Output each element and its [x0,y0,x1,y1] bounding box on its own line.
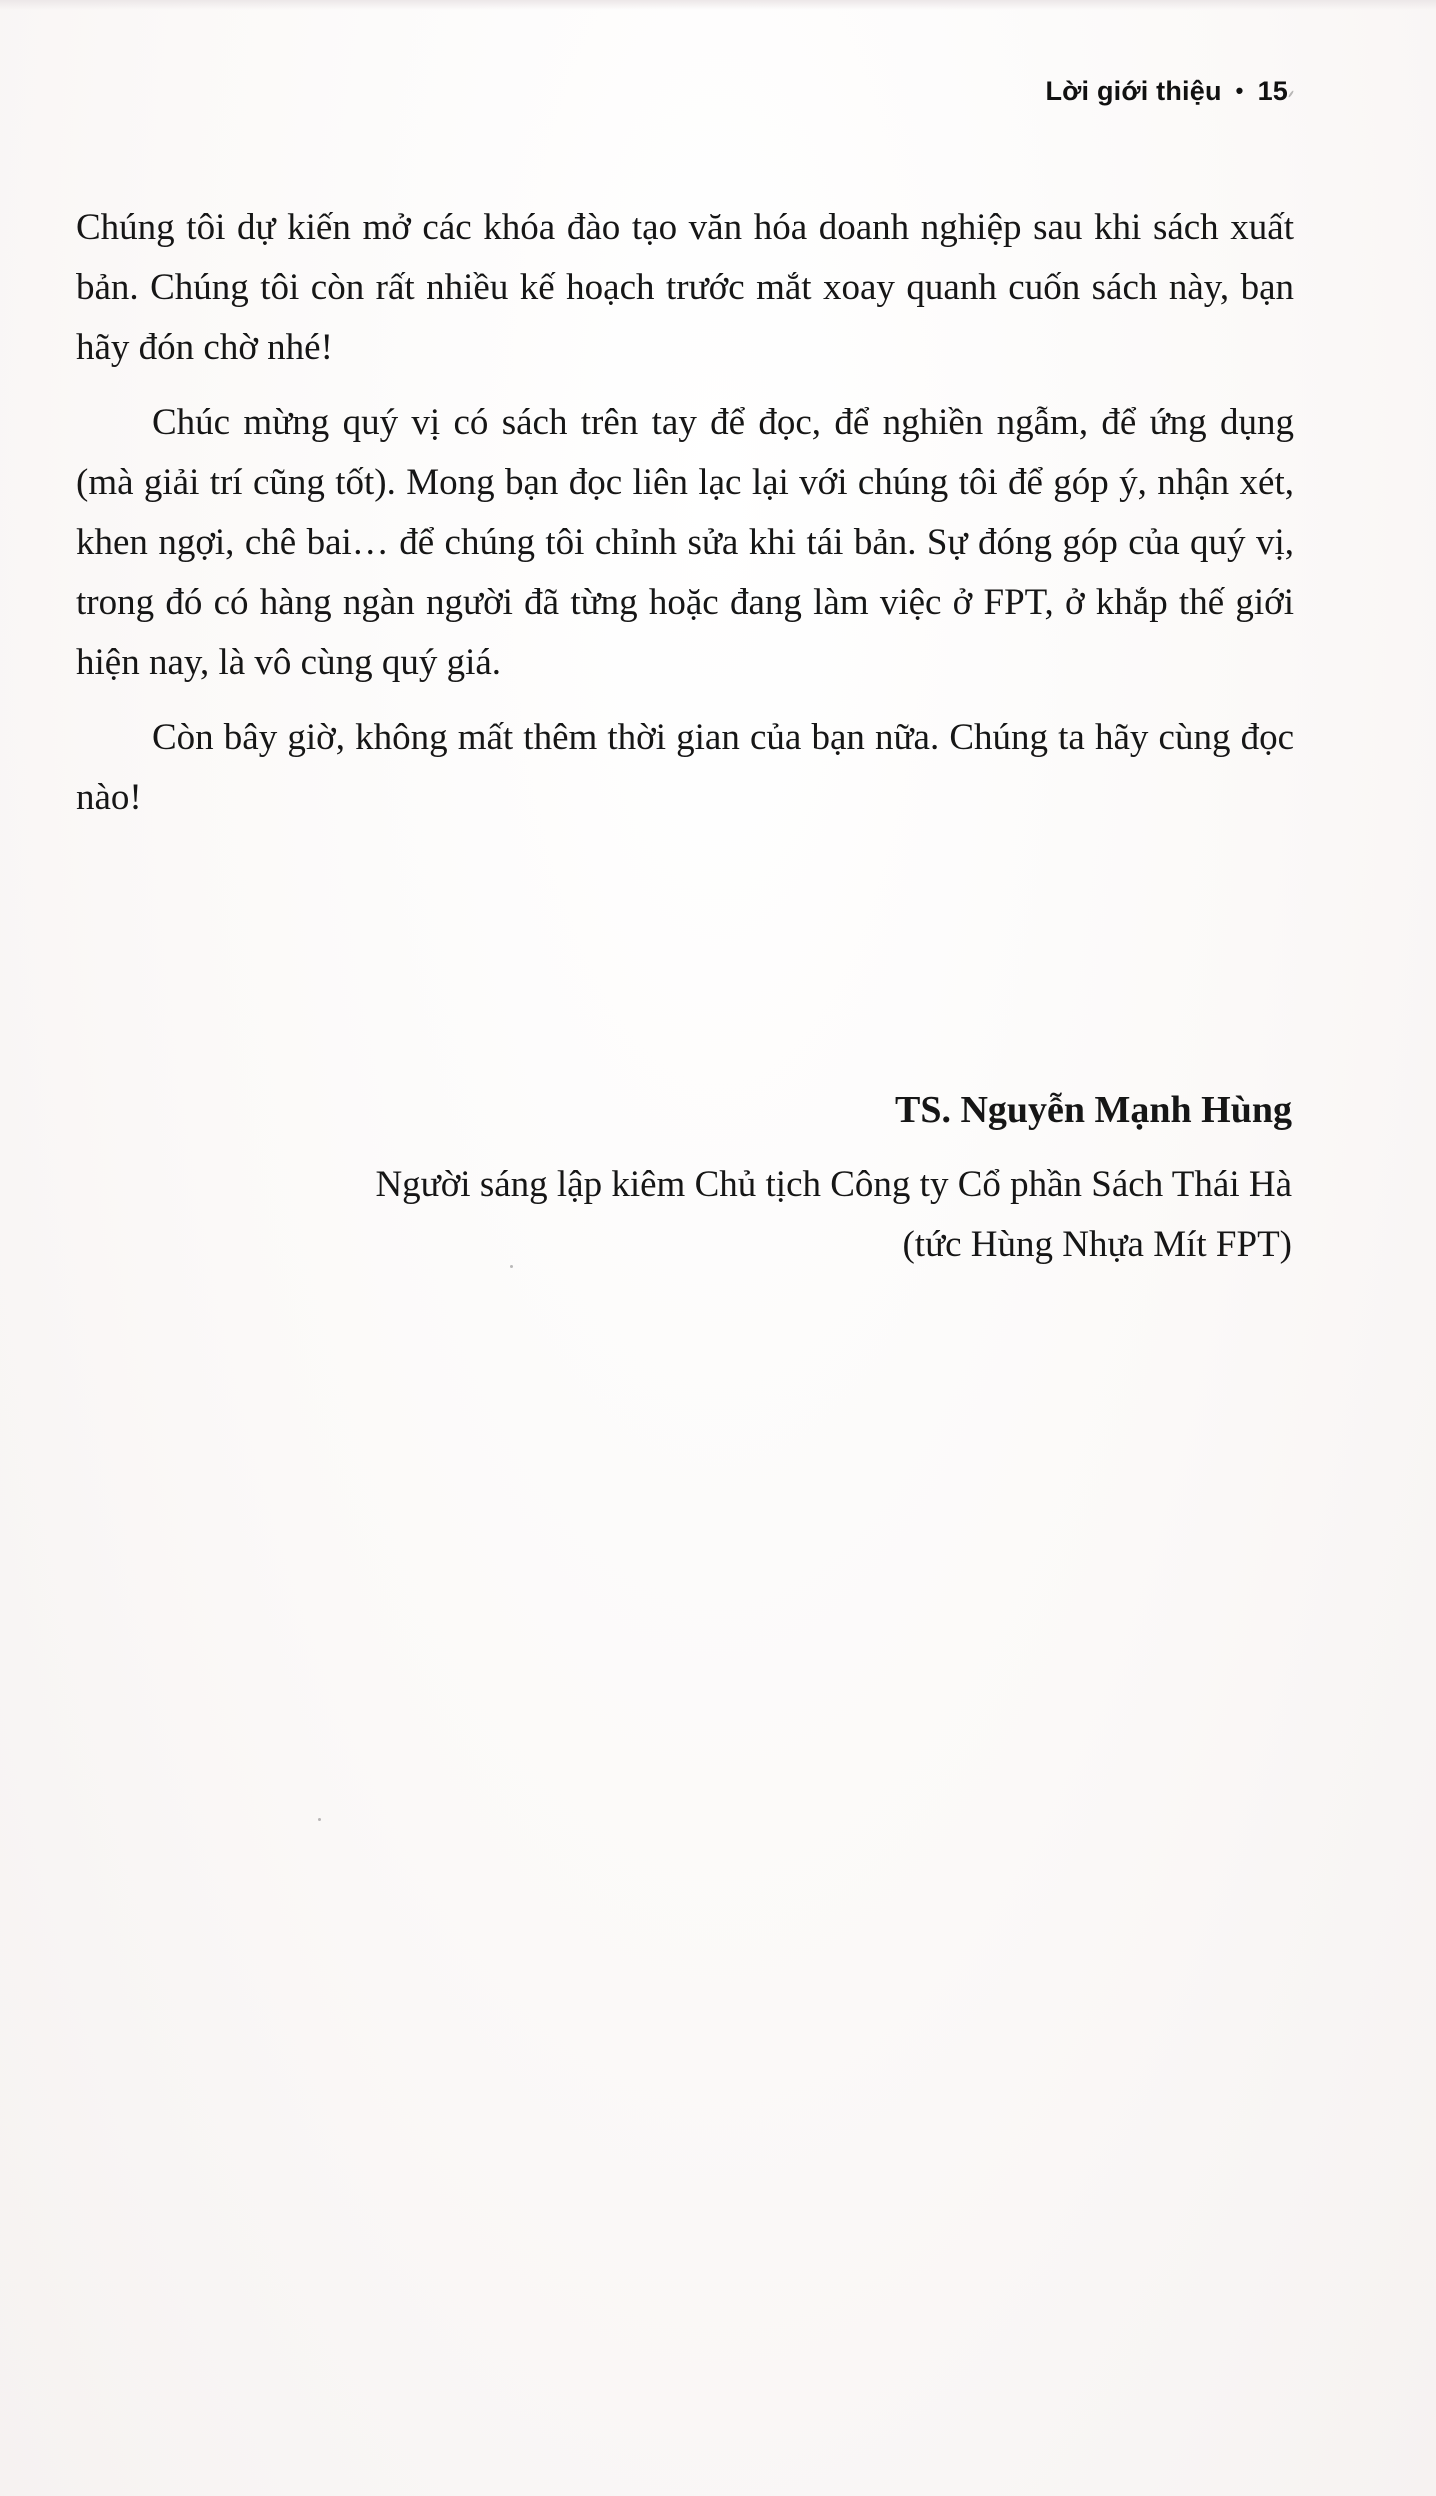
dust-speck [318,1818,321,1821]
signature-role-line-2: (tức Hùng Nhựa Mít FPT) [902,1224,1292,1265]
paragraph-3: Còn bây giờ, không mất thêm thời gian của bạn nữa. Chúng ta hãy cùng đọc nào! [76,717,1294,818]
paragraph-2: Chúc mừng quý vị có sách trên tay để đọc, để nghiền ngẫm, để ứng dụng (mà giải trí cũng tốt). Mong bạn đọc liên lạc lại với chúng tôi để góp ý, nhận xét, khen ngợi, chê bai… để chúng tôi chỉnh sửa khi tái bản. Sự đóng góp của quý vị, trong đó có hàng ngàn người đã từng hoặc đang làm việc ở FPT, ở khắp thế giới hiện nay, là vô cùng quý giá. [76,402,1294,683]
signature-role [375,1155,1292,1275]
signature-name: TS. Nguyễn Mạnh Hùng [894,1089,1292,1131]
dust-speck [1288,90,1294,98]
page-number: 15 [1257,76,1288,106]
page-top-edge [0,0,1436,10]
dust-speck [510,1265,513,1268]
paragraph-1: Chúng tôi dự kiến mở các khóa đào tạo văn hóa doanh nghiệp sau khi sách xuất bản. Chúng tôi còn rất nhiều kế hoạch trước mắt xoay quanh cuốn sách này, bạn hãy đón chờ nhé! [76,207,1294,368]
body-text [76,198,1294,843]
running-header [1045,76,1288,107]
signature-role-line-1: Người sáng lập kiêm Chủ tịch Công ty Cổ phần Sách Thái Hà [375,1164,1292,1205]
header-separator: • [1235,78,1244,103]
section-title: Lời giới thiệu [1045,76,1222,106]
